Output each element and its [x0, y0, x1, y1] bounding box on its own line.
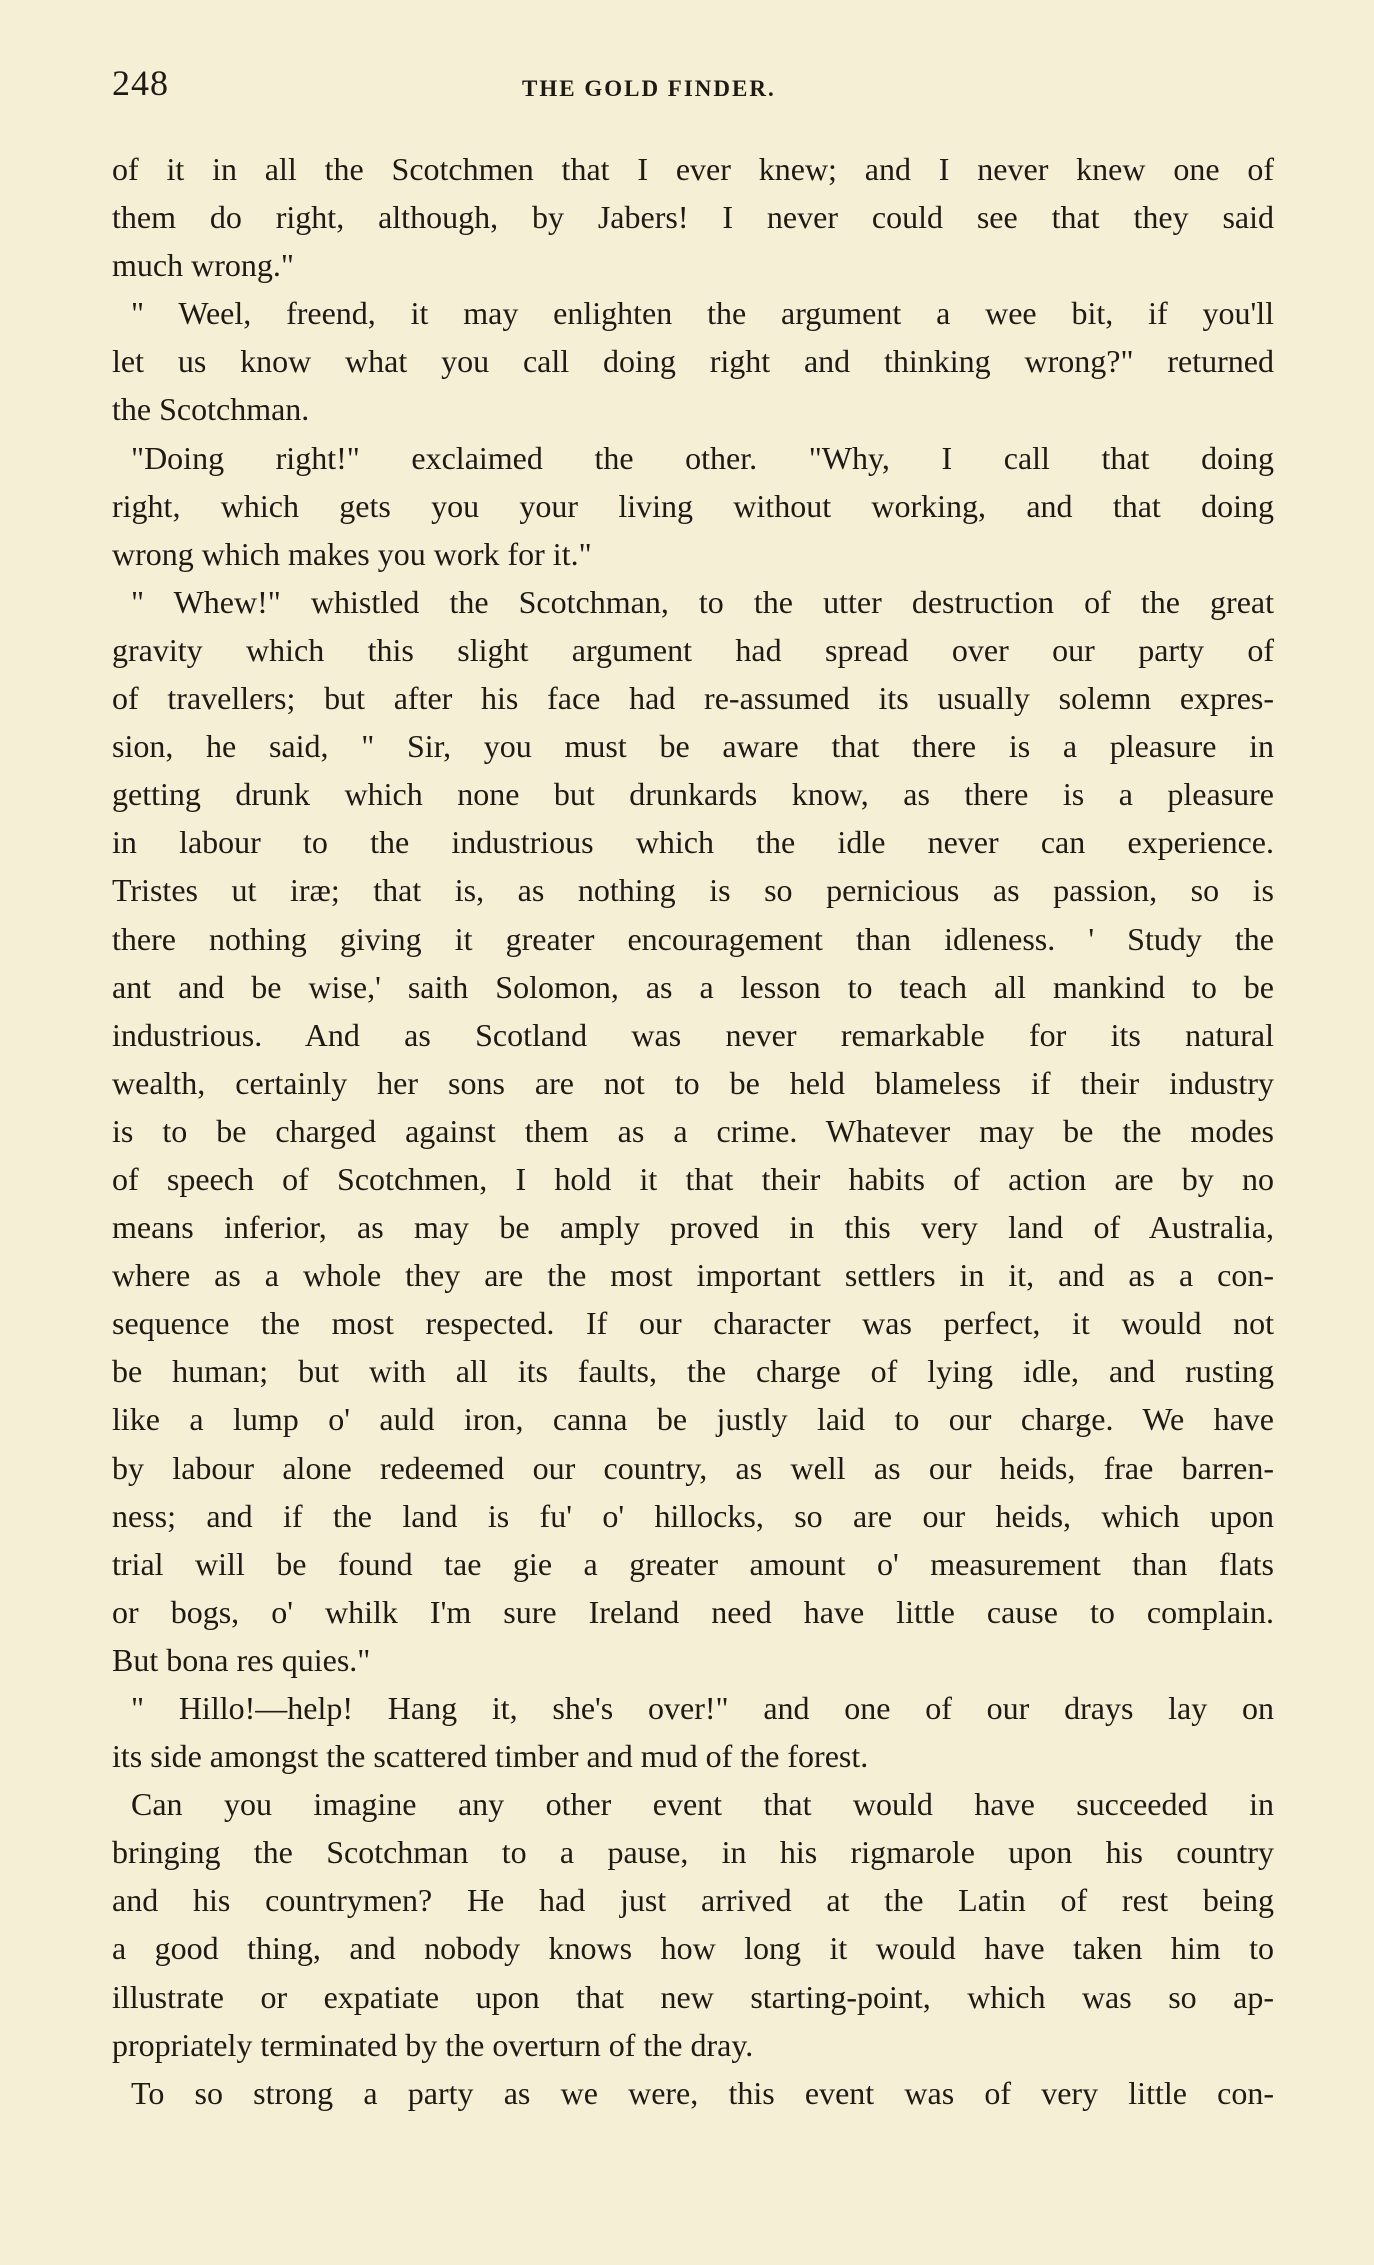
text-line: gravity which this slight argument had spread over our party of: [112, 631, 1274, 668]
text-line: " Hillo!—help! Hang it, she's over!" and one of our drays lay on: [131, 1690, 1274, 1726]
page-number: 248: [112, 63, 169, 103]
text-line: illustrate or expatiate upon that new starting-point, which was so ap-: [112, 1978, 1274, 2015]
text-line: " Weel, freend, it may enlighten the argument a wee bit, if you'll: [131, 295, 1274, 332]
text-line: ness; and if the land is fu' o' hillocks, so are our heids, which upon: [112, 1497, 1274, 1534]
text-line: where as a whole they are the most important settlers in it, and as a con-: [112, 1257, 1274, 1294]
text-line: "Doing right!" exclaimed the other. "Why, I call that doing: [131, 439, 1274, 476]
text-line: ant and be wise,' saith Solomon, as a lesson to teach all mankind to be: [112, 968, 1274, 1005]
text-line: of it in all the Scotchmen that I ever knew; and I never knew one of: [112, 151, 1274, 187]
body-text: [112, 145, 1274, 2117]
text-line: of travellers; but after his face had re-assumed its usually solemn expres-: [112, 680, 1274, 717]
text-line: let us know what you call doing right and thinking wrong?" returned: [112, 343, 1274, 380]
text-line: much wrong.": [112, 247, 294, 284]
text-line: getting drunk which none but drunkards know, as there is a pleasure: [112, 776, 1274, 813]
running-title: THE GOLD FINDER.: [522, 76, 776, 101]
text-line: is to be charged against them as a crime. Whatever may be the modes: [112, 1112, 1274, 1149]
text-line: be human; but with all its faults, the charge of lying idle, and rusting: [112, 1353, 1274, 1390]
text-line: " Whew!" whistled the Scotchman, to the utter destruction of the great: [131, 583, 1274, 620]
text-line: wealth, certainly her sons are not to be held blameless if their industry: [112, 1064, 1274, 1101]
text-line: industrious. And as Scotland was never remarkable for its natural: [112, 1016, 1274, 1053]
running-head: [112, 62, 1272, 112]
text-line: Can you imagine any other event that would have succeeded in: [131, 1786, 1274, 1823]
text-line: To so strong a party as we were, this event was of very little con-: [131, 2074, 1274, 2111]
text-line: of speech of Scotchmen, I hold it that their habits of action are by no: [112, 1160, 1274, 1197]
text-line: means inferior, as may be amply proved in this very land of Australia,: [112, 1209, 1274, 1246]
text-line: Tristes ut iræ; that is, as nothing is so pernicious as passion, so is: [112, 872, 1274, 909]
text-line: But bona res quies.": [112, 1641, 371, 1678]
text-line: bringing the Scotchman to a pause, in his rigmarole upon his country: [112, 1834, 1274, 1871]
text-line: sion, he said, " Sir, you must be aware that there is a pleasure in: [112, 728, 1274, 765]
text-line: by labour alone redeemed our country, as well as our heids, frae barren-: [112, 1449, 1274, 1486]
text-line: its side amongst the scattered timber and mud of the forest.: [112, 1738, 869, 1775]
text-line: wrong which makes you work for it.": [112, 535, 592, 572]
text-line: and his countrymen? He had just arrived at the Latin of rest being: [112, 1882, 1274, 1919]
text-line: propriately terminated by the overturn of the dray.: [112, 2026, 754, 2063]
text-line: trial will be found tae gie a greater amount o' measurement than flats: [112, 1545, 1274, 1582]
text-line: there nothing giving it greater encouragement than idleness. ' Study the: [112, 920, 1274, 957]
text-line: sequence the most respected. If our character was perfect, it would not: [112, 1305, 1274, 1342]
text-line: like a lump o' auld iron, canna be justly laid to our charge. We have: [112, 1401, 1274, 1438]
text-line: a good thing, and nobody knows how long it would have taken him to: [112, 1930, 1274, 1967]
text-line: right, which gets you your living without working, and that doing: [112, 487, 1274, 524]
text-line: in labour to the industrious which the idle never can experience.: [112, 824, 1274, 861]
text-line: them do right, although, by Jabers! I never could see that they said: [112, 199, 1274, 236]
text-line: or bogs, o' whilk I'm sure Ireland need have little cause to complain.: [112, 1593, 1274, 1630]
text-line: the Scotchman.: [112, 391, 310, 428]
